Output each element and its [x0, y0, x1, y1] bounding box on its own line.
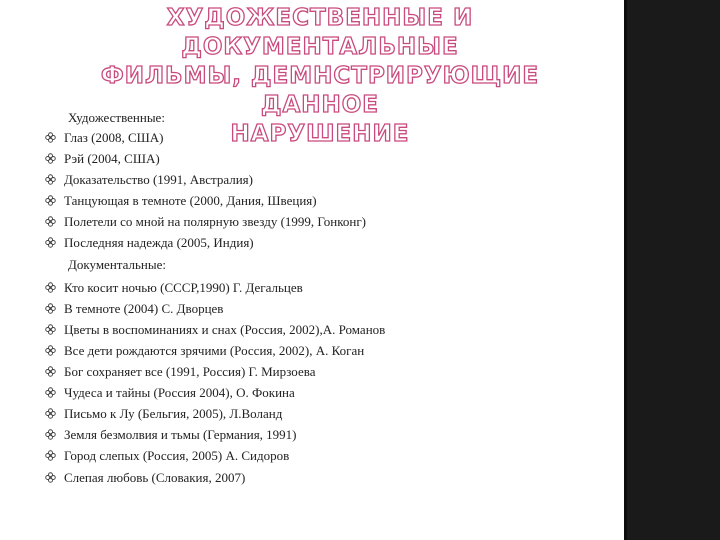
flower-bullet-icon — [45, 472, 56, 483]
film-title: Кто косит ночью (СССР,1990) Г. Дегальцев — [64, 280, 303, 295]
flower-bullet-icon — [45, 195, 56, 206]
flower-bullet-icon — [45, 450, 56, 461]
film-title: Последняя надежда (2005, Индия) — [64, 235, 254, 250]
title-line-3: НАРУШЕНИЕ — [230, 121, 410, 147]
flower-bullet-icon — [45, 216, 56, 227]
film-title: Земля безмолвия и тьмы (Германия, 1991) — [64, 427, 297, 442]
feature-films-heading: Художественные: — [68, 110, 165, 125]
film-title: Слепая любовь (Словакия, 2007) — [64, 470, 246, 485]
decorative-sidebar — [624, 0, 720, 540]
film-title: Чудеса и тайны (Россия 2004), О. Фокина — [64, 385, 295, 400]
flower-bullet-icon — [45, 345, 56, 356]
flower-bullet-icon — [45, 174, 56, 185]
flower-bullet-icon — [45, 303, 56, 314]
film-title: В темноте (2004) С. Дворцев — [64, 301, 224, 316]
film-title: Все дети рождаются зрячими (Россия, 2002), А. Коган — [64, 343, 365, 358]
film-title: Танцующая в темноте (2000, Дания, Швеция) — [64, 193, 317, 208]
film-title: Город слепых (Россия, 2005) А. Сидоров — [64, 448, 290, 463]
film-title: Письмо к Лу (Бельгия, 2005), Л.Воланд — [64, 406, 283, 421]
flower-bullet-icon — [45, 282, 56, 293]
slide-title — [40, 4, 600, 149]
film-title: Рэй (2004, США) — [64, 151, 160, 166]
flower-bullet-icon — [45, 408, 56, 419]
title-line-2: ФИЛЬМЫ, ДЕМНСТРИРУЮЩИЕ ДАННОЕ — [100, 63, 540, 118]
flower-bullet-icon — [45, 237, 56, 248]
film-title: Глаз (2008, США) — [64, 130, 164, 145]
flower-bullet-icon — [45, 132, 56, 143]
film-title: Доказательство (1991, Австралия) — [64, 172, 253, 187]
flower-bullet-icon — [45, 387, 56, 398]
film-title: Цветы в воспоминаниях и снах (Россия, 2002),А. Романов — [64, 322, 386, 337]
film-title: Полетели со мной на полярную звезду (1999, Гонконг) — [64, 214, 367, 229]
flower-bullet-icon — [45, 324, 56, 335]
flower-bullet-icon — [45, 366, 56, 377]
documentary-films-heading: Документальные: — [68, 257, 166, 272]
flower-bullet-icon — [45, 429, 56, 440]
flower-bullet-icon — [45, 153, 56, 164]
title-line-1: ХУДОЖЕСТВЕННЫЕ И ДОКУМЕНТАЛЬНЫЕ — [166, 5, 474, 60]
film-title: Бог сохраняет все (1991, Россия) Г. Мирзоева — [64, 364, 316, 379]
